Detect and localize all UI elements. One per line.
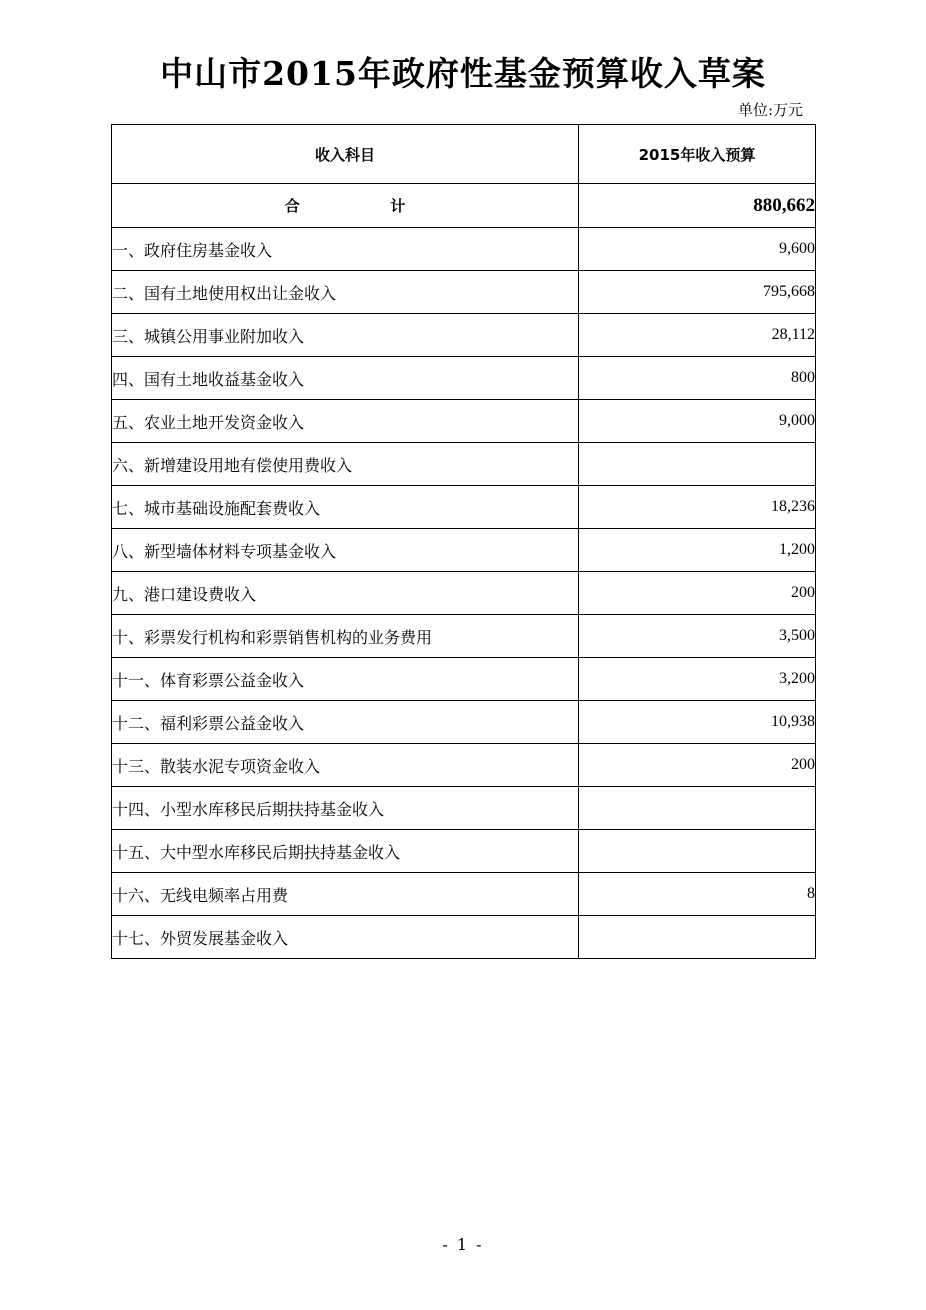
table-row: [112, 744, 816, 787]
row-item-value: 800: [579, 357, 816, 400]
row-item-value: 200: [579, 572, 816, 615]
row-item-value: 9,600: [579, 228, 816, 271]
table-row: [112, 486, 816, 529]
row-item-value: [579, 916, 816, 959]
table-row: [112, 357, 816, 400]
row-item-name: 六、新增建设用地有偿使用费收入: [112, 443, 579, 486]
table-row: [112, 658, 816, 701]
table-row: [112, 443, 816, 486]
row-item-name: 三、城镇公用事业附加收入: [112, 314, 579, 357]
row-item-name: 四、国有土地收益基金收入: [112, 357, 579, 400]
row-item-value: 1,200: [579, 529, 816, 572]
table-row: [112, 529, 816, 572]
row-item-name: 十五、大中型水库移民后期扶持基金收入: [112, 830, 579, 873]
table-row: [112, 787, 816, 830]
row-item-value: [579, 787, 816, 830]
table-row: [112, 400, 816, 443]
table-row: [112, 572, 816, 615]
budget-table: [111, 124, 816, 959]
row-item-value: 28,112: [579, 314, 816, 357]
row-item-value: 200: [579, 744, 816, 787]
header-income-item: 收入科目: [112, 125, 579, 184]
row-item-value: 8: [579, 873, 816, 916]
row-item-value: 3,200: [579, 658, 816, 701]
row-item-name: 九、港口建设费收入: [112, 572, 579, 615]
row-item-name: 七、城市基础设施配套费收入: [112, 486, 579, 529]
row-item-value: 9,000: [579, 400, 816, 443]
total-label: [112, 184, 579, 228]
total-value: 880,662: [579, 184, 816, 228]
total-label-left: 合: [284, 197, 300, 215]
row-item-name: 一、政府住房基金收入: [112, 228, 579, 271]
table-header-row: [112, 125, 816, 184]
row-item-name: 五、农业土地开发资金收入: [112, 400, 579, 443]
table-row: [112, 615, 816, 658]
row-item-name: 十三、散装水泥专项资金收入: [112, 744, 579, 787]
table-row: [112, 830, 816, 873]
row-item-name: 十一、体育彩票公益金收入: [112, 658, 579, 701]
row-item-value: 3,500: [579, 615, 816, 658]
row-item-name: 八、新型墙体材料专项基金收入: [112, 529, 579, 572]
row-item-value: 10,938: [579, 701, 816, 744]
table-row: [112, 314, 816, 357]
row-item-name: 十、彩票发行机构和彩票销售机构的业务费用: [112, 615, 579, 658]
row-item-name: 十四、小型水库移民后期扶持基金收入: [112, 787, 579, 830]
table-row: [112, 873, 816, 916]
table-row: [112, 701, 816, 744]
row-item-value: [579, 443, 816, 486]
page-number: - 1 -: [442, 1235, 484, 1254]
unit-label: 单位:万元: [737, 101, 803, 119]
table-row: [112, 916, 816, 959]
table-row: [112, 228, 816, 271]
table-row: [112, 271, 816, 314]
row-item-name: 十七、外贸发展基金收入: [112, 916, 579, 959]
row-item-name: 二、国有土地使用权出让金收入: [112, 271, 579, 314]
total-label-right: 计: [390, 197, 406, 215]
page-title: 中山市2015年政府性基金预算收入草案: [160, 54, 766, 93]
row-item-value: [579, 830, 816, 873]
total-row: [112, 184, 816, 228]
header-budget-2015: 2015年收入预算: [579, 125, 816, 184]
row-item-name: 十六、无线电频率占用费: [112, 873, 579, 916]
row-item-value: 795,668: [579, 271, 816, 314]
row-item-value: 18,236: [579, 486, 816, 529]
row-item-name: 十二、福利彩票公益金收入: [112, 701, 579, 744]
